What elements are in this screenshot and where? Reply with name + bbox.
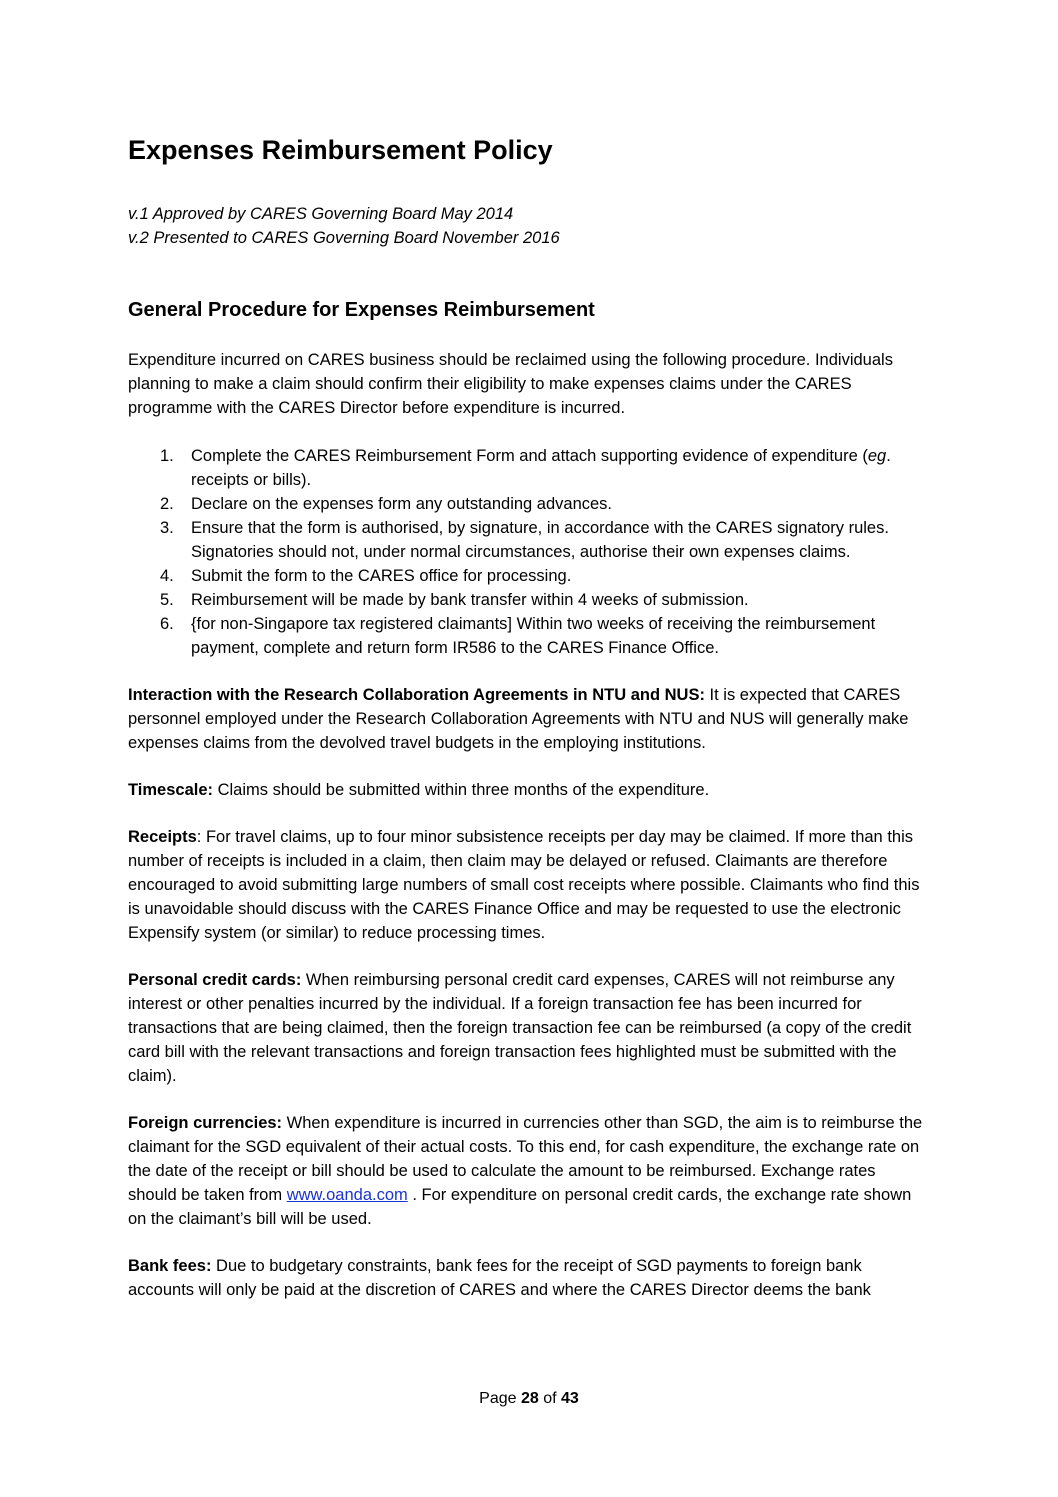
page-footer <box>0 1388 1058 1410</box>
bank-fees-paragraph <box>128 1254 928 1302</box>
interaction-paragraph <box>128 683 928 755</box>
step-text: Complete the CARES Reimbursement Form and attach supporting evidence of expenditure ( <box>191 447 868 465</box>
total-pages-number: 43 <box>561 1390 579 1407</box>
paragraph-label: Receipts <box>128 828 197 846</box>
step-number: 1. <box>160 447 174 465</box>
paragraph-text: Claims should be submitted within three months of the expenditure. <box>213 781 710 799</box>
page-word: Page <box>479 1390 521 1407</box>
procedure-step <box>128 492 928 516</box>
version-line: v.1 Approved by CARES Governing Board May 2014 <box>128 205 514 223</box>
procedure-step <box>128 564 928 588</box>
step-number: 2. <box>160 495 174 513</box>
section-heading: General Procedure for Expenses Reimbursement <box>128 299 595 321</box>
step-number: 6. <box>160 615 174 633</box>
paragraph-label: Personal credit cards: <box>128 971 302 989</box>
step-text: Ensure that the form is authorised, by signature, in accordance with the CARES signatory rules. Signatories should not, under normal circumstances, authorise their own expenses claims. <box>191 519 889 561</box>
receipts-paragraph <box>128 825 928 945</box>
foreign-currencies-paragraph <box>128 1111 928 1231</box>
procedure-step <box>128 444 928 492</box>
procedure-step <box>128 612 928 660</box>
of-word: of <box>538 1390 562 1407</box>
paragraph-text: When expenditure is incurred in currencies other than SGD, the aim is to reimburse the claimant for the SGD equivalent of their actual costs. To this end, for cash expenditure, the exchange rate on the date of the receipt or bill should be used to calculate the amount to be reimbursed. Exchange rates should be taken from <box>128 1114 923 1204</box>
credit-cards-paragraph <box>128 968 928 1088</box>
procedure-list <box>128 444 928 660</box>
paragraph-text: It is expected that CARES personnel employed under the Research Collaboration Agreements with NTU and NUS will generally make expenses claims from the devolved travel budgets in the employing institutions. <box>128 686 909 752</box>
intro-paragraph: Expenditure incurred on CARES business should be reclaimed using the following procedure. Individuals planning to make a claim should confirm their eligibility to make expenses claims under the CARES programme with the CARES Director before expenditure is incurred. <box>128 351 893 417</box>
oanda-link[interactable]: www.oanda.com <box>286 1186 408 1204</box>
step-number: 4. <box>160 567 174 585</box>
version-line: v.2 Presented to CARES Governing Board November 2016 <box>128 229 560 247</box>
paragraph-text: Due to budgetary constraints, bank fees for the receipt of SGD payments to foreign bank accounts will only be paid at the discretion of CARES and where the CARES Director deems the bank <box>128 1257 871 1299</box>
step-text: Declare on the expenses form any outstanding advances. <box>191 495 613 513</box>
paragraph-label: Bank fees: <box>128 1257 212 1275</box>
paragraph-label: Interaction with the Research Collaboration Agreements in NTU and NUS: <box>128 686 705 704</box>
step-emphasis: eg <box>867 447 887 465</box>
document-title: Expenses Reimbursement Policy <box>128 135 553 165</box>
paragraph-text: : For travel claims, up to four minor subsistence receipts per day may be claimed. If more than this number of receipts is included in a claim, then claim may be delayed or refused. Claimants are therefore encouraged to avoid submitting large numbers of small cost receipts where possible. Claimants who find this is unavoidable should discuss with the CARES Finance Office and may be requested to use the electronic Expensify system (or similar) to reduce processing times. <box>128 828 920 942</box>
step-number: 5. <box>160 591 174 609</box>
paragraph-text: When reimbursing personal credit card expenses, CARES will not reimburse any interest or other penalties incurred by the individual. If a foreign transaction fee has been incurred for transactions that are being claimed, then the foreign transaction fee can be reimbursed (a copy of the credit card bill with the relevant transactions and foreign transaction fees highlighted must be submitted with the claim). <box>128 971 912 1085</box>
version-history <box>128 202 928 250</box>
step-text: Reimbursement will be made by bank transfer within 4 weeks of submission. <box>191 591 749 609</box>
paragraph-label: Timescale: <box>128 781 213 799</box>
procedure-step <box>128 588 928 612</box>
step-number: 3. <box>160 519 174 537</box>
paragraph-label: Foreign currencies: <box>128 1114 283 1132</box>
procedure-step <box>128 516 928 564</box>
step-text: {for non-Singapore tax registered claimants] Within two weeks of receiving the reimbursement payment, complete and return form IR586 to the CARES Finance Office. <box>191 615 876 657</box>
timescale-paragraph <box>128 778 928 802</box>
step-text: . receipts or bills). <box>191 447 891 489</box>
page-content <box>128 132 928 1302</box>
paragraph-text: . For expenditure on personal credit cards, the exchange rate shown on the claimant’s bill will be used. <box>128 1186 912 1228</box>
step-text: Submit the form to the CARES office for processing. <box>191 567 572 585</box>
current-page-number: 28 <box>520 1390 539 1407</box>
